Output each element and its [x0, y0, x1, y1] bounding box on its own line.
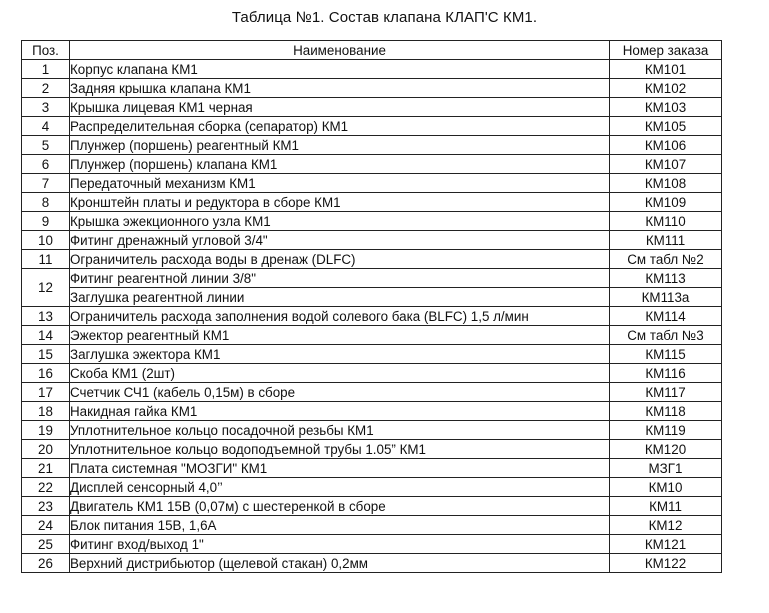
row-order-number: КМ115 [610, 345, 722, 364]
row-order-number: КМ107 [610, 155, 722, 174]
row-position: 11 [22, 250, 70, 269]
row-order-number: КМ122 [610, 554, 722, 573]
row-name: Скоба КМ1 (2шт) [70, 364, 610, 383]
row-position: 16 [22, 364, 70, 383]
table-row [22, 117, 722, 136]
table-row [22, 440, 722, 459]
row-order-number: КМ118 [610, 402, 722, 421]
row-order-number: КМ109 [610, 193, 722, 212]
table-row [22, 383, 722, 402]
row-position: 3 [22, 98, 70, 117]
row-order-number: КМ117 [610, 383, 722, 402]
row-name: Корпус клапана КМ1 [70, 60, 610, 79]
row-position: 22 [22, 478, 70, 497]
row-position: 1 [22, 60, 70, 79]
row-name: Заглушка эжектора КМ1 [70, 345, 610, 364]
row-name: Фитинг вход/выход 1" [70, 535, 610, 554]
row-position: 14 [22, 326, 70, 345]
table-row [22, 326, 722, 345]
column-header-name: Наименование [70, 41, 610, 60]
row-order-number: КМ120 [610, 440, 722, 459]
row-position: 4 [22, 117, 70, 136]
table-row [22, 98, 722, 117]
table-row [22, 459, 722, 478]
row-name: Уплотнительное кольцо посадочной резьбы КМ1 [70, 421, 610, 440]
row-order-number: КМ11 [610, 497, 722, 516]
row-name: Уплотнительное кольцо водоподъемной трубы 1.05” КМ1 [70, 440, 610, 459]
row-order-number: КМ113 [610, 269, 722, 288]
row-order-number: КМ111 [610, 231, 722, 250]
row-position: 23 [22, 497, 70, 516]
row-order-number: КМ102 [610, 79, 722, 98]
row-name: Передаточный механизм КМ1 [70, 174, 610, 193]
row-order-number: КМ113а [610, 288, 722, 307]
row-position: 9 [22, 212, 70, 231]
table-row [22, 212, 722, 231]
row-order-number: КМ116 [610, 364, 722, 383]
row-name: Дисплей сенсорный 4,0’’ [70, 478, 610, 497]
row-position: 12 [22, 269, 70, 307]
table-row [22, 535, 722, 554]
row-name: Эжектор реагентный КМ1 [70, 326, 610, 345]
row-position: 13 [22, 307, 70, 326]
row-position: 18 [22, 402, 70, 421]
table-row [22, 402, 722, 421]
row-position: 7 [22, 174, 70, 193]
row-order-number: КМ108 [610, 174, 722, 193]
table-row [22, 516, 722, 535]
row-position: 17 [22, 383, 70, 402]
row-position: 25 [22, 535, 70, 554]
table-row [22, 364, 722, 383]
row-name: Фитинг дренажный угловой 3/4" [70, 231, 610, 250]
row-name: Двигатель КМ1 15В (0,07м) с шестеренкой в сборе [70, 497, 610, 516]
row-order-number: КМ110 [610, 212, 722, 231]
table-row [22, 174, 722, 193]
table-header-row [22, 41, 722, 60]
row-position: 24 [22, 516, 70, 535]
table-row [22, 307, 722, 326]
column-header-position: Поз. [22, 41, 70, 60]
row-name: Ограничитель расхода заполнения водой солевого бака (BLFC) 1,5 л/мин [70, 307, 610, 326]
table-row [22, 554, 722, 573]
row-order-number: КМ105 [610, 117, 722, 136]
table-row [22, 193, 722, 212]
row-order-number: КМ101 [610, 60, 722, 79]
row-name: Распределительная сборка (сепаратор) КМ1 [70, 117, 610, 136]
row-position: 26 [22, 554, 70, 573]
row-position: 15 [22, 345, 70, 364]
table-body [22, 60, 722, 573]
table-row [22, 497, 722, 516]
table-row [22, 155, 722, 174]
row-order-number: КМ114 [610, 307, 722, 326]
row-name: Кронштейн платы и редуктора в сборе КМ1 [70, 193, 610, 212]
row-name: Верхний дистрибьютор (щелевой стакан) 0,2мм [70, 554, 610, 573]
row-name: Задняя крышка клапана КМ1 [70, 79, 610, 98]
row-position: 20 [22, 440, 70, 459]
row-position: 10 [22, 231, 70, 250]
table-row [22, 288, 722, 307]
row-order-number: КМ103 [610, 98, 722, 117]
row-order-number: КМ121 [610, 535, 722, 554]
parts-table [21, 40, 722, 573]
row-order-number: См табл №3 [610, 326, 722, 345]
row-name: Счетчик СЧ1 (кабель 0,15м) в сборе [70, 383, 610, 402]
row-name: Плунжер (поршень) реагентный КМ1 [70, 136, 610, 155]
row-order-number: КМ10 [610, 478, 722, 497]
table-row [22, 79, 722, 98]
row-position: 2 [22, 79, 70, 98]
column-header-order-number: Номер заказа [610, 41, 722, 60]
table-row [22, 250, 722, 269]
table-row [22, 421, 722, 440]
table-row [22, 478, 722, 497]
table-row [22, 345, 722, 364]
table-row [22, 231, 722, 250]
table-row [22, 269, 722, 288]
row-position: 5 [22, 136, 70, 155]
row-position: 6 [22, 155, 70, 174]
row-position: 8 [22, 193, 70, 212]
row-order-number: МЗГ1 [610, 459, 722, 478]
row-order-number: См табл №2 [610, 250, 722, 269]
table-row [22, 136, 722, 155]
row-name: Ограничитель расхода воды в дренаж (DLFC) [70, 250, 610, 269]
row-name: Блок питания 15В, 1,6А [70, 516, 610, 535]
row-name: Крышка эжекционного узла КМ1 [70, 212, 610, 231]
row-name: Заглушка реагентной линии [70, 288, 610, 307]
table-row [22, 60, 722, 79]
page-title: Таблица №1. Состав клапана КЛАП'С КМ1. [231, 9, 538, 26]
row-name: Плата системная "МОЗГИ" КМ1 [70, 459, 610, 478]
row-position: 21 [22, 459, 70, 478]
row-position: 19 [22, 421, 70, 440]
row-order-number: КМ119 [610, 421, 722, 440]
row-name: Плунжер (поршень) клапана КМ1 [70, 155, 610, 174]
row-name: Крышка лицевая КМ1 черная [70, 98, 610, 117]
row-order-number: КМ106 [610, 136, 722, 155]
row-name: Накидная гайка КМ1 [70, 402, 610, 421]
row-order-number: КМ12 [610, 516, 722, 535]
row-name: Фитинг реагентной линии 3/8" [70, 269, 610, 288]
